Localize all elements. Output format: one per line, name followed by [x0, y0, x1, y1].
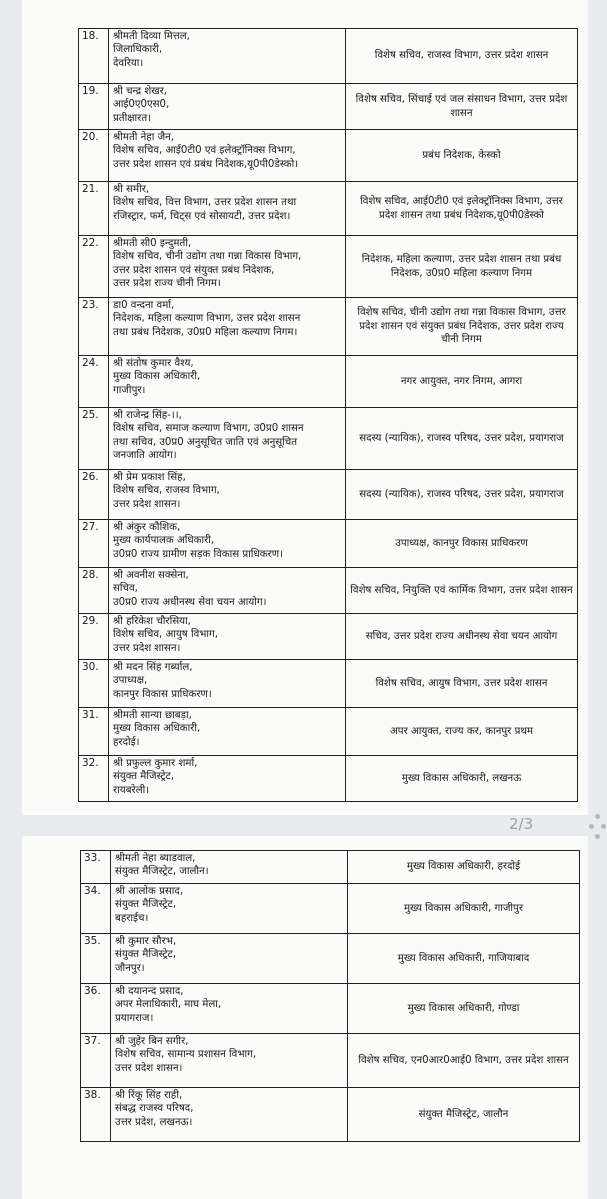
officer-line: श्रीमती सी0 इन्दुमती, — [113, 238, 192, 249]
officer-line: विशेष सचिव, वित्त विभाग, उत्तर प्रदेश शासन तथा — [113, 197, 297, 209]
officer-line: संबद्ध राजस्व परिषद, — [115, 1103, 194, 1115]
table-row — [79, 29, 578, 84]
officer-current-post — [111, 851, 348, 884]
officer-line: उपाध्यक्ष, — [113, 675, 148, 687]
vertical-dots-icon[interactable] — [588, 812, 607, 842]
officer-line: उत्तर प्रदेश शासन। — [113, 498, 181, 510]
new-posting: विशेष सचिव, चीनी उद्योग तथा गन्ना विकास विभाग, उत्तर प्रदेश शासन एवं संयुक्त प्रबंध निदेशक, उत्तर प्रदेश राज्य चीनी निगम — [346, 298, 578, 356]
officer-line: श्री कुमार सौरभ, — [115, 936, 177, 947]
table-row — [79, 708, 578, 756]
officer-line: श्री दयानन्द प्रसाद, — [115, 986, 184, 997]
officer-line: श्री जुहेर बिन सगीर, — [115, 1036, 189, 1047]
officer-line: विशेष सचिव, चीनी उद्योग तथा गन्ना विकास विभाग, — [113, 251, 302, 263]
new-posting: मुख्य विकास अधिकारी, लखनऊ — [346, 756, 578, 802]
new-posting: सचिव, उत्तर प्रदेश राज्य अधीनस्थ सेवा चयन आयोग — [346, 614, 578, 660]
officer-line: श्री राजेन्द्र सिंह-।।, — [113, 410, 182, 421]
officer-line: आई0ए0एस0, — [113, 99, 170, 111]
officer-current-post — [109, 298, 346, 356]
officer-line: श्री समीर, — [113, 184, 150, 195]
officer-current-post — [109, 29, 346, 84]
table-row — [79, 298, 578, 356]
table-row — [79, 356, 578, 408]
new-posting: विशेष सचिव, आयुष विभाग, उत्तर प्रदेश शासन — [346, 660, 578, 708]
officer-line: तथा प्रबंध निदेशक, उ0प्र0 महिला कल्याण निगम। — [113, 326, 298, 338]
officer-line: उत्तर प्रदेश राज्य चीनी निगम। — [113, 278, 221, 290]
officer-line: श्रीमती नेहा ब्याडवाल, — [115, 853, 196, 864]
officer-line: मुख्य विकास अधिकारी, — [113, 371, 201, 383]
officer-line: हरदोई। — [113, 736, 140, 748]
officer-line: गाजीपुर। — [113, 384, 146, 396]
table-row — [79, 660, 578, 708]
officer-current-post — [109, 708, 346, 756]
officer-line: उ0प्र0 राज्य अधीनस्थ सेवा चयन आयोग। — [113, 596, 267, 608]
serial-number: 37. — [81, 1034, 111, 1088]
officer-current-post — [111, 884, 348, 934]
new-posting: मुख्य विकास अधिकारी, गाजियाबाद — [348, 934, 580, 984]
officer-line: बहराईच। — [115, 912, 149, 924]
officer-current-post — [111, 1088, 348, 1142]
new-posting: अपर आयुक्त, राज्य कर, कानपुर प्रथम — [346, 708, 578, 756]
officer-line: श्री आलोक प्रसाद, — [115, 886, 184, 897]
new-posting: सदस्य (न्यायिक), राजस्व परिषद, उत्तर प्रदेश, प्रयागराज — [346, 470, 578, 520]
table-row — [79, 236, 578, 298]
officer-line: जौनपुर। — [115, 962, 145, 974]
officer-current-post — [109, 614, 346, 660]
table-row — [81, 884, 580, 934]
officer-line: विशेष सचिव, आयुष विभाग, — [113, 629, 219, 641]
table-row — [81, 934, 580, 984]
table-row — [79, 470, 578, 520]
officer-line: उत्तर प्रदेश शासन एवं प्रबंध निदेशक,यू0पी0डेस्को। — [113, 158, 299, 170]
table-row — [81, 1034, 580, 1088]
serial-number: 33. — [81, 851, 111, 884]
officer-line: संयुक्त मैजिस्ट्रेट, जालौन। — [115, 866, 209, 878]
transfer-table-body — [81, 851, 580, 1142]
serial-number: 22. — [79, 236, 109, 298]
officer-current-post — [111, 984, 348, 1034]
serial-number: 18. — [79, 29, 109, 84]
serial-number: 27. — [79, 520, 109, 568]
new-posting: मुख्य विकास अधिकारी, गोण्डा — [348, 984, 580, 1034]
serial-number: 38. — [81, 1088, 111, 1142]
officer-line: श्री मदन सिंह गर्ब्याल, — [113, 662, 193, 673]
serial-number: 29. — [79, 614, 109, 660]
new-posting: विशेष सचिव, राजस्व विभाग, उत्तर प्रदेश शासन — [346, 29, 578, 84]
officer-line: श्री अंकुर कौशिक, — [113, 522, 181, 533]
officer-line: संयुक्त मैजिस्ट्रेट, — [113, 771, 175, 783]
officer-current-post — [111, 934, 348, 984]
new-posting: मुख्य विकास अधिकारी, हरदोई — [348, 851, 580, 884]
serial-number: 23. — [79, 298, 109, 356]
officer-line: रायबरेली। — [113, 784, 150, 796]
officer-line: प्रतीक्षारत। — [113, 112, 152, 124]
new-posting: सदस्य (न्यायिक), राजस्व परिषद, उत्तर प्रदेश, प्रयागराज — [346, 408, 578, 470]
table-row — [79, 520, 578, 568]
officer-line: उत्तर प्रदेश शासन एवं संयुक्त प्रबंध निदेशक, — [113, 264, 275, 276]
new-posting: विशेष सचिव, सिंचाई एवं जल संसाधन विभाग, उत्तर प्रदेश शासन — [346, 84, 578, 130]
serial-number: 31. — [79, 708, 109, 756]
table-row — [79, 614, 578, 660]
serial-number: 24. — [79, 356, 109, 408]
officer-current-post — [109, 130, 346, 182]
officer-line: उत्तर प्रदेश शासन। — [115, 1062, 183, 1074]
officer-line: सचिव, — [113, 583, 138, 595]
officer-line: श्री संतोष कुमार वैश्य, — [113, 358, 194, 369]
officer-line: रजिस्ट्रार, फर्म, चिट्स एवं सोसायटी, उत्तर प्रदेश। — [113, 210, 291, 222]
officer-current-post — [109, 470, 346, 520]
officer-line: देवरिया। — [113, 57, 144, 69]
officer-line: संयुक्त मैजिस्ट्रेट, — [115, 949, 177, 961]
table-row — [81, 851, 580, 884]
officer-line: श्री अवनीश सक्सेना, — [113, 570, 189, 581]
serial-number: 19. — [79, 84, 109, 130]
officer-current-post — [109, 356, 346, 408]
officer-current-post — [109, 236, 346, 298]
officer-current-post — [109, 756, 346, 802]
new-posting: विशेष सचिव, एन0आर0आई0 विभाग, उत्तर प्रदेश शासन — [348, 1034, 580, 1088]
table-row — [81, 984, 580, 1034]
officer-line: श्रीमती नेहा जैन, — [113, 132, 175, 143]
officer-line: तथा सचिव, उ0प्र0 अनुसूचित जाति एवं अनुसूचित — [113, 436, 298, 448]
new-posting: संयुक्त मैजिस्ट्रेट, जालौन — [348, 1088, 580, 1142]
officer-current-post — [109, 520, 346, 568]
officer-line: श्री रिंकू सिंह राही, — [115, 1090, 183, 1101]
officer-line: श्रीमती सान्या छाबड़ा, — [113, 710, 192, 721]
serial-number: 21. — [79, 182, 109, 236]
officer-line: विशेष सचिव, सामान्य प्रशासन विभाग, — [115, 1049, 257, 1061]
page-indicator: 2/3 — [509, 815, 534, 833]
serial-number: 26. — [79, 470, 109, 520]
table-row — [81, 1088, 580, 1142]
officer-line: मुख्य विकास अधिकारी, — [113, 723, 201, 735]
officer-line: उत्तर प्रदेश शासन। — [113, 642, 181, 654]
officer-line: मुख्य कार्यपालक अधिकारी, — [113, 535, 215, 547]
serial-number: 36. — [81, 984, 111, 1034]
new-posting: प्रबंध निदेशक, केस्को — [346, 130, 578, 182]
new-posting: विशेष सचिव, नियुक्ति एवं कार्मिक विभाग, उत्तर प्रदेश शासन — [346, 568, 578, 614]
officer-line: श्री प्रेम प्रकाश सिंह, — [113, 472, 186, 483]
serial-number: 20. — [79, 130, 109, 182]
document-page-1 — [22, 0, 588, 815]
officer-line: उ0प्र0 राज्य ग्रामीण सड़क विकास प्राधिकरण। — [113, 548, 283, 560]
officer-line: विशेष सचिव, राजस्व विभाग, — [113, 485, 220, 497]
new-posting: विशेष सचिव, आई0टी0 एवं इलेक्ट्रॉनिक्स विभाग, उत्तर प्रदेश शासन तथा प्रबंध निदेशक,यू0पी0डेस्को — [346, 182, 578, 236]
officer-line: श्रीमती दिव्या मित्तल, — [113, 31, 190, 42]
officer-line: अपर मेलाधिकारी, माघ मेला, — [115, 999, 222, 1011]
new-posting: नगर आयुक्त, नगर निगम, आगरा — [346, 356, 578, 408]
officer-line: जिलाधिकारी, — [113, 44, 163, 56]
serial-number: 30. — [79, 660, 109, 708]
officer-line: निदेशक, महिला कल्याण विभाग, उत्तर प्रदेश शासन — [113, 313, 301, 325]
serial-number: 32. — [79, 756, 109, 802]
table-row — [79, 130, 578, 182]
serial-number: 28. — [79, 568, 109, 614]
table-row — [79, 756, 578, 802]
table-row — [79, 568, 578, 614]
officer-line: विशेष सचिव, आई0टी0 एवं इलेक्ट्रॉनिक्स विभाग, — [113, 145, 296, 157]
new-posting: मुख्य विकास अधिकारी, गाजीपुर — [348, 884, 580, 934]
officer-current-post — [111, 1034, 348, 1088]
new-posting: निदेशक, महिला कल्याण, उत्तर प्रदेश शासन तथा प्रबंध निदेशक, उ0प्र0 महिला कल्याण निगम — [346, 236, 578, 298]
document-page-2 — [22, 836, 588, 1199]
serial-number: 34. — [81, 884, 111, 934]
officer-line: संयुक्त मैजिस्ट्रेट, — [115, 899, 177, 911]
officer-current-post — [109, 660, 346, 708]
serial-number: 35. — [81, 934, 111, 984]
officer-line: विशेष सचिव, समाज कल्याण विभाग, उ0प्र0 शासन — [113, 423, 304, 435]
officer-current-post — [109, 182, 346, 236]
transfer-table-page-2 — [80, 850, 580, 1142]
officer-current-post — [109, 84, 346, 130]
transfer-table-page-1 — [78, 28, 578, 802]
officer-line: उत्तर प्रदेश, लखनऊ। — [115, 1116, 193, 1128]
officer-current-post — [109, 568, 346, 614]
officer-line: डा0 वन्दना वर्मा, — [113, 300, 175, 311]
serial-number: 25. — [79, 408, 109, 470]
officer-line: श्री प्रफुल्ल कुमार शर्मा, — [113, 758, 198, 769]
officer-line: प्रयागराज। — [115, 1012, 154, 1024]
officer-line: श्री हरिकेश चौरसिया, — [113, 616, 191, 627]
new-posting: उपाध्यक्ष, कानपुर विकास प्राधिकरण — [346, 520, 578, 568]
table-row — [79, 408, 578, 470]
transfer-table-body — [79, 29, 578, 802]
officer-line: कानपुर विकास प्राधिकरण। — [113, 688, 212, 700]
table-row — [79, 182, 578, 236]
officer-line: जनजाति आयोग। — [113, 450, 177, 462]
officer-current-post — [109, 408, 346, 470]
officer-line: श्री चन्द्र शेखर, — [113, 86, 168, 97]
table-row — [79, 84, 578, 130]
